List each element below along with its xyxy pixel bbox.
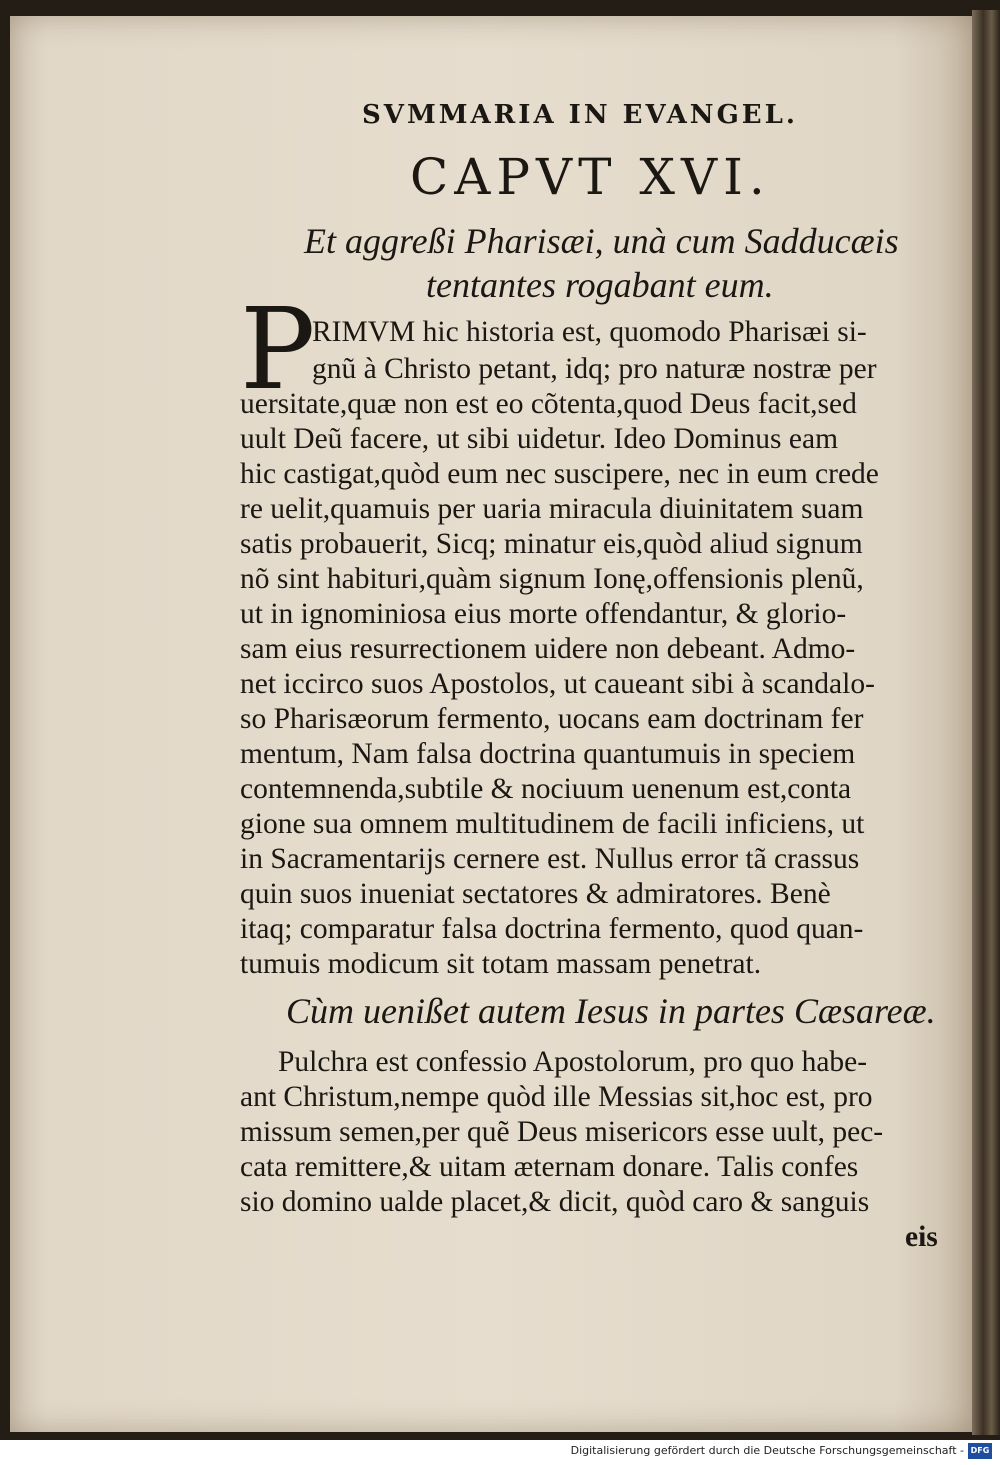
text-line: gnũ à Christo petant, idq; pro naturæ nostræ per bbox=[312, 353, 877, 385]
subhead-2: Cùm uenißet autem Iesus in partes Cæsareæ. bbox=[286, 991, 936, 1031]
text-line: uersitate,quæ non est eo cõtenta,quod Deus facit,sed bbox=[240, 388, 857, 420]
text-line: ut in ignominiosa eius morte offendantur, & glorio- bbox=[240, 598, 847, 630]
subhead-line-2: tentantes rogabant eum. bbox=[426, 265, 774, 305]
chapter-title: CAPVT XVI. bbox=[410, 148, 771, 206]
text-line: net iccirco suos Apostolos, ut caueant sibi à scandalo- bbox=[240, 668, 875, 700]
text-line: missum semen,per quẽ Deus misericors esse uult, pec- bbox=[240, 1116, 884, 1148]
text-line: sio domino ualde placet,& dicit, quòd caro & sanguis bbox=[240, 1186, 870, 1218]
book-edge bbox=[972, 10, 1000, 1435]
running-head: SVMMARIA IN EVANGEL. bbox=[362, 100, 798, 130]
footer-credit: Digitalisierung gefördert durch die Deutsche Forschungsgemeinschaft - bbox=[570, 1444, 964, 1457]
text-line: uult Deũ facere, ut sibi uidetur. Ideo Dominus eam bbox=[240, 423, 839, 455]
text-line: cata remittere,& uitam æternam donare. Talis confes bbox=[240, 1151, 859, 1183]
text-line: in Sacramentarijs cernere est. Nullus error tã crassus bbox=[240, 843, 860, 875]
text-line: re uelit,quamuis per uaria miracula diuinitatem suam bbox=[240, 493, 864, 525]
text-line: nõ sint habituri,quàm signum Ionę,offensionis plenũ, bbox=[240, 563, 864, 595]
text-line: satis probauerit, Sicq; minatur eis,quòd aliud signum bbox=[240, 528, 863, 560]
drop-cap: P bbox=[240, 285, 316, 415]
text-line: RIMVM hic historia est, quomodo Pharisæi si- bbox=[312, 316, 867, 348]
text-line: gione sua omnem multitudinem de facili inficiens, ut bbox=[240, 808, 865, 840]
footer-bar bbox=[0, 1440, 1000, 1465]
subhead-line-1: Et aggreßi Pharisæi, unà cum Sadducæis bbox=[304, 221, 899, 261]
catchword: eis bbox=[905, 1221, 938, 1253]
text-line: hic castigat,quòd eum nec suscipere, nec in eum crede bbox=[240, 458, 879, 490]
text-line: contemnenda,subtile & nociuum uenenum est,conta bbox=[240, 773, 852, 805]
dfg-logo-icon: DFG bbox=[968, 1443, 992, 1459]
text-line: mentum, Nam falsa doctrina quantumuis in speciem bbox=[240, 738, 856, 770]
text-line: tumuis modicum sit totam massam penetrat. bbox=[240, 948, 762, 980]
text-line: sam eius resurrectionem uidere non debeant. Admo- bbox=[240, 633, 856, 665]
text-line: ant Christum,nempe quòd ille Messias sit,hoc est, pro bbox=[240, 1081, 873, 1113]
text-line: so Pharisæorum fermento, uocans eam doctrinam fer bbox=[240, 703, 864, 735]
text-line: itaq; comparatur falsa doctrina fermento, quod quan- bbox=[240, 913, 864, 945]
text-line: quin suos inueniat sectatores & admiratores. Benè bbox=[240, 878, 831, 910]
text-line: Pulchra est confessio Apostolorum, pro quo habe- bbox=[278, 1046, 868, 1078]
